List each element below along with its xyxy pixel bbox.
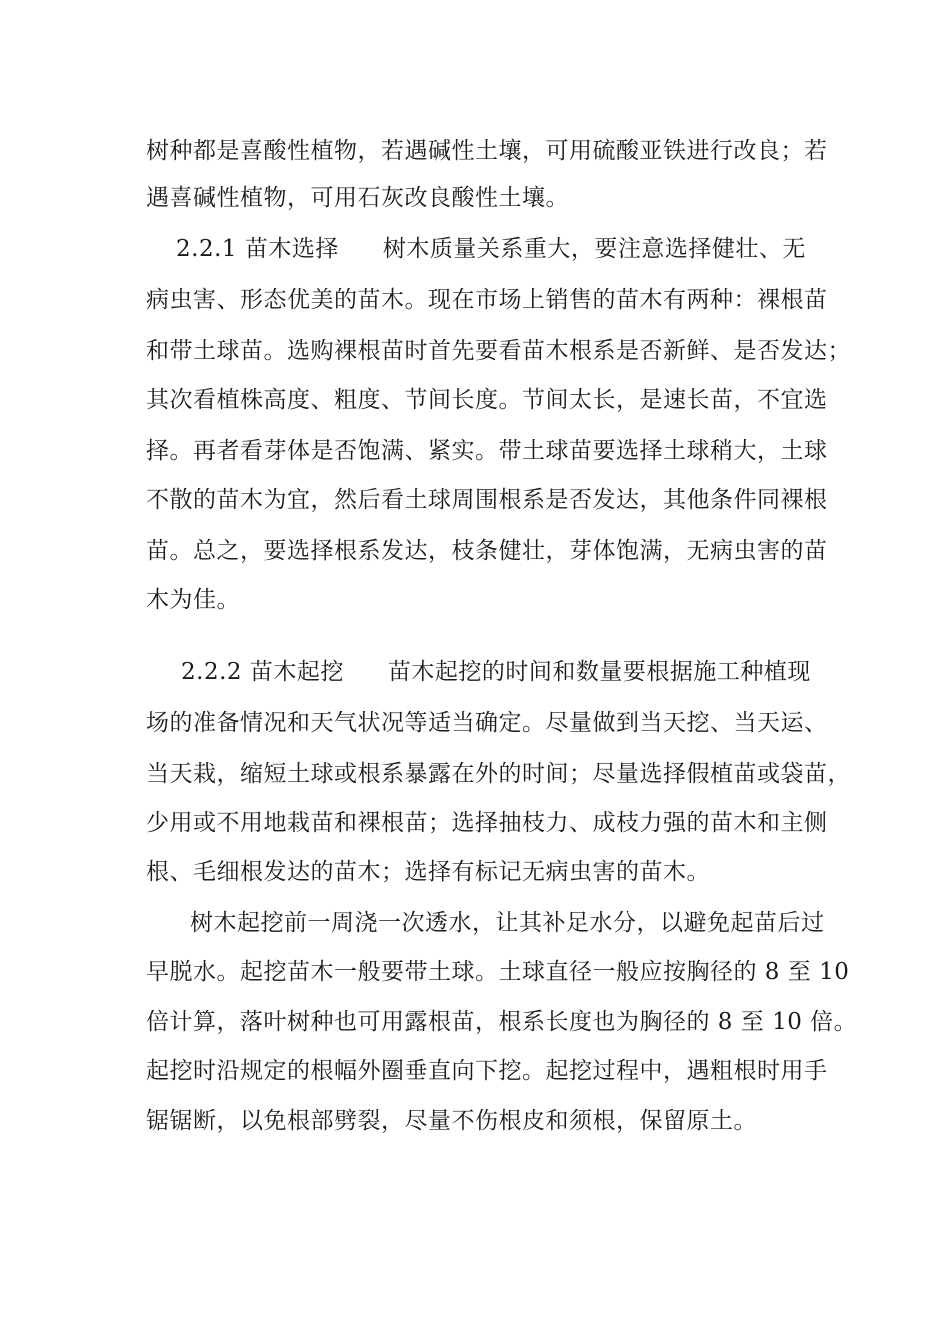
text-line: 倍计算，落叶树种也可用露根苗，根系长度也为胸径的 8 至 10 倍。 [146, 1009, 858, 1035]
text-line: 锯锯断，以免根部劈裂，尽量不伤根皮和须根，保留原土。 [146, 1108, 757, 1134]
text-line: 起挖时沿规定的根幅外圈垂直向下挖。起挖过程中，遇粗根时用手 [146, 1058, 828, 1084]
text-line: 少用或不用地栽苗和裸根苗；选择抽枝力、成枝力强的苗木和主侧 [146, 810, 828, 836]
text-line: 当天栽，缩短土球或根系暴露在外的时间；尽量选择假植苗或袋苗， [146, 761, 851, 787]
text-line: 不散的苗木为宜，然后看土球周围根系是否发达，其他条件同裸根 [146, 487, 828, 513]
text-line: 木为佳。 [146, 587, 240, 613]
section-heading: 2.2.2 苗木起挖 [181, 659, 344, 685]
section-heading-line [176, 238, 806, 261]
text-line: 苗木起挖的时间和数量要根据施工种植现 [387, 659, 811, 685]
text-line: 根、毛细根发达的苗木；选择有标记无病虫害的苗木。 [146, 859, 710, 885]
section-heading: 2.2.1 苗木选择 [176, 236, 339, 262]
text-line: 树木起挖前一周浇一次透水，让其补足水分，以避免起苗后过 [190, 910, 825, 936]
text-line: 树木质量关系重大，要注意选择健壮、无 [382, 236, 806, 262]
text-line: 择。再者看芽体是否饱满、紧实。带土球苗要选择土球稍大，土球 [146, 438, 828, 464]
text-line: 其次看植株高度、粗度、节间长度。节间太长，是速长苗，不宜选 [146, 387, 828, 413]
text-line: 树种都是喜酸性植物，若遇碱性土壤，可用硫酸亚铁进行改良；若 [146, 138, 828, 164]
text-line: 场的准备情况和天气状况等适当确定。尽量做到当天挖、当天运、 [146, 710, 828, 736]
text-line: 和带土球苗。选购裸根苗时首先要看苗木根系是否新鲜、是否发达； [146, 338, 851, 364]
text-line: 苗。总之，要选择根系发达，枝条健壮，芽体饱满，无病虫害的苗 [146, 538, 828, 564]
text-line: 遇喜碱性植物，可用石灰改良酸性土壤。 [146, 185, 569, 211]
text-line: 病虫害、形态优美的苗木。现在市场上销售的苗木有两种：裸根苗 [146, 287, 828, 313]
text-line: 早脱水。起挖苗木一般要带土球。土球直径一般应按胸径的 8 至 10 [146, 959, 850, 985]
section-heading-line [181, 661, 811, 684]
